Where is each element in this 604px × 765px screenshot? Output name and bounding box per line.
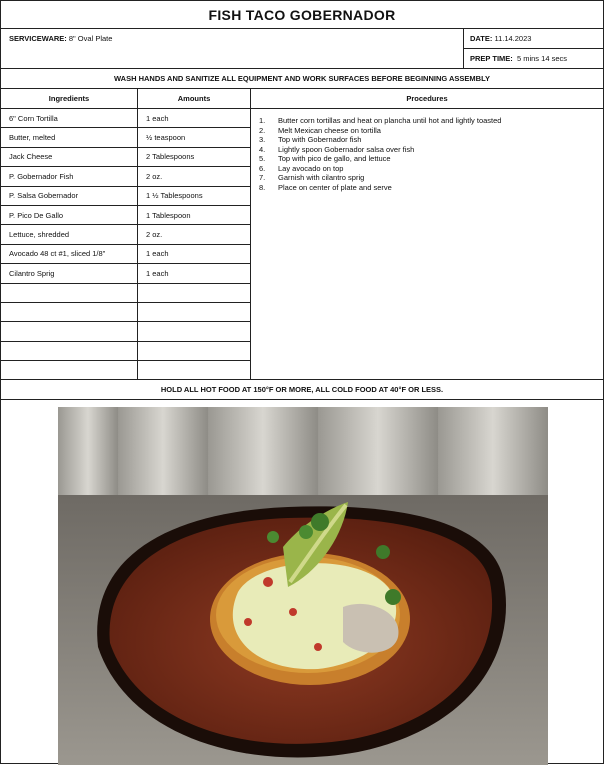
procedures-header: Procedures (251, 89, 603, 109)
ingredient-cell: Cilantro Sprig (1, 264, 137, 283)
ingredient-cell (1, 361, 137, 380)
ingredient-cell: P. Gobernador Fish (1, 167, 137, 186)
date-value: 11.14.2023 (494, 34, 532, 43)
amount-cell (138, 284, 250, 303)
step-number: 6. (259, 163, 266, 173)
procedure-step (259, 173, 603, 183)
step-number: 1. (259, 116, 266, 125)
procedure-step (259, 145, 603, 155)
recipe-title: FISH TACO GOBERNADOR (208, 6, 396, 23)
serviceware-label: SERVICEWARE: (9, 34, 67, 43)
procedure-step (259, 164, 603, 174)
prep-time-label: PREP TIME: (470, 54, 513, 63)
dish-photo (58, 407, 548, 765)
step-text: Garnish with cilantro sprig (278, 173, 365, 182)
ingredient-cell (1, 342, 137, 361)
step-number: 8. (259, 182, 266, 192)
amount-cell: 1 each (138, 245, 250, 264)
amount-cell (138, 303, 250, 322)
procedures-column (251, 89, 603, 380)
procedure-step (259, 116, 603, 126)
step-text: Lightly spoon Gobernador salsa over fish (278, 144, 415, 154)
ingredient-cell: 6" Corn Tortilla (1, 109, 137, 128)
ingredients-header: Ingredients (1, 89, 137, 109)
info-row (1, 29, 603, 69)
amount-cell: ½ teaspoon (138, 128, 250, 147)
step-text: Butter corn tortillas and heat on plancha until hot and lightly toasted (278, 116, 502, 125)
amount-cell: 1 each (138, 109, 250, 128)
wash-notice: WASH HANDS AND SANITIZE ALL EQUIPMENT AND WORK SURFACES BEFORE BEGINNING ASSEMBLY (1, 69, 603, 89)
amounts-header: Amounts (138, 89, 250, 109)
step-number: 3. (259, 135, 266, 144)
step-text: Top with Gobernador fish (278, 135, 362, 144)
ingredient-cell (1, 322, 137, 341)
hold-notice: HOLD ALL HOT FOOD AT 150°F OR MORE, ALL COLD FOOD AT 40°F OR LESS. (1, 380, 603, 400)
ingredients-column (1, 89, 138, 380)
amount-cell (138, 342, 250, 361)
meta-cells (464, 29, 603, 68)
amount-cell: 1 Tablespoon (138, 206, 250, 225)
ingredient-cell: P. Pico De Gallo (1, 206, 137, 225)
procedure-step (259, 154, 603, 164)
step-text: Melt Mexican cheese on tortilla (278, 125, 381, 135)
step-number: 7. (259, 173, 266, 182)
date-label: DATE: (470, 34, 493, 43)
amount-cell: 1 ½ Tablespoons (138, 187, 250, 206)
step-text: Top with pico de gallo, and lettuce (278, 154, 391, 163)
amount-cell: 2 oz. (138, 167, 250, 186)
step-text: Lay avocado on top (278, 163, 344, 173)
serviceware-cell (1, 29, 464, 68)
step-text: Place on center of plate and serve (278, 182, 392, 192)
step-number: 2. (259, 125, 266, 135)
ingredient-cell: Butter, melted (1, 128, 137, 147)
dish-photo-image (58, 407, 548, 765)
ingredient-cell: Jack Cheese (1, 148, 137, 167)
amount-cell: 1 each (138, 264, 250, 283)
ingredient-cell: P. Salsa Gobernador (1, 187, 137, 206)
title-row (1, 1, 603, 29)
ingredient-cell: Avocado 48 ct #1, sliced 1/8" (1, 245, 137, 264)
amounts-column (138, 89, 251, 380)
amount-cell (138, 322, 250, 341)
amount-cell: 2 oz. (138, 225, 250, 244)
date-cell (464, 29, 603, 48)
procedure-step (259, 183, 603, 193)
serviceware-value: 8" Oval Plate (68, 34, 113, 43)
procedure-list (251, 109, 603, 192)
amount-cell (138, 361, 250, 380)
procedure-step (259, 135, 603, 145)
ingredient-cell (1, 284, 137, 303)
amount-cell: 2 Tablespoons (138, 148, 250, 167)
ingredient-cell (1, 303, 137, 322)
step-number: 4. (259, 144, 266, 154)
ingredient-cell: Lettuce, shredded (1, 225, 137, 244)
step-number: 5. (259, 154, 266, 163)
prep-time-value: 5 mins 14 secs (516, 54, 567, 63)
procedure-step (259, 126, 603, 136)
prep-time-cell (464, 48, 603, 68)
recipe-table (1, 89, 603, 380)
